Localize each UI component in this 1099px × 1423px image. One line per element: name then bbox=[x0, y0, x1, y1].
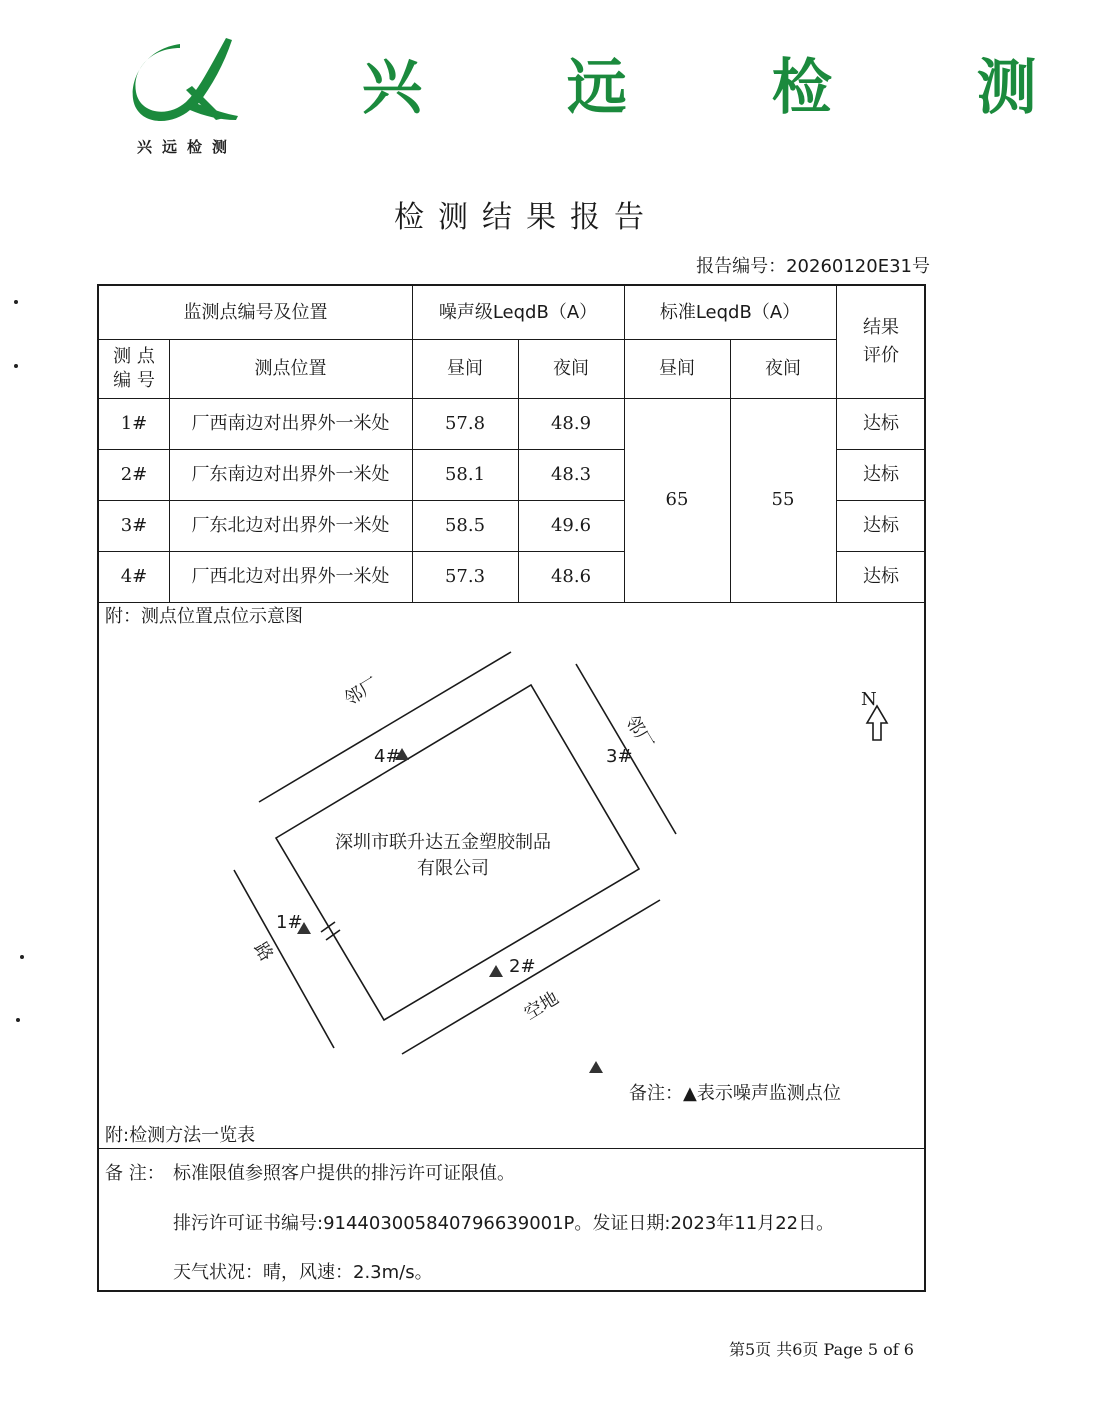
std-day-value: 65 bbox=[665, 489, 689, 511]
std-night-value: 55 bbox=[771, 489, 795, 511]
logo-caption: 兴远检测 bbox=[136, 138, 237, 156]
point-4-label: 4# bbox=[374, 746, 401, 767]
header-point-number: 测 点 编 号 bbox=[113, 345, 155, 391]
row4-night: 48.6 bbox=[550, 565, 592, 587]
row3-location: 厂东北边对出界外一米处 bbox=[191, 514, 390, 536]
scan-mark bbox=[14, 364, 18, 368]
road-line bbox=[234, 870, 334, 1048]
row1-result: 达标 bbox=[863, 412, 899, 434]
row2-location: 厂东南边对出界外一米处 bbox=[191, 463, 390, 485]
tick-mark bbox=[321, 922, 335, 932]
row1-location: 厂西南边对出界外一米处 bbox=[191, 412, 390, 434]
point-2-label: 2# bbox=[509, 956, 536, 977]
company-name-line2: 有限公司 bbox=[417, 858, 489, 879]
measure-point-2-icon bbox=[489, 965, 503, 977]
remarks-line2: 排污许可证书编号:91440300584079663900​1P。发证日期:2023年11月22日。 bbox=[173, 1213, 835, 1234]
row3-night: 49.6 bbox=[550, 514, 592, 536]
result-table bbox=[97, 284, 926, 1292]
boundary-se bbox=[402, 900, 660, 1054]
brand-name: 兴 远 检 测 bbox=[362, 53, 1099, 123]
company-name-line1: 深圳市联升达五金塑胶制品 bbox=[335, 832, 551, 853]
site-layout-diagram bbox=[99, 602, 926, 1148]
measure-point-3-icon bbox=[589, 1061, 603, 1073]
row3-point-no: 3# bbox=[120, 514, 148, 536]
diagram-caption: 附：测点位置点位示意图 bbox=[105, 606, 303, 627]
remarks-line1: 标准限值参照客户提供的排污许可证限值。 bbox=[173, 1163, 515, 1184]
boundary-nw bbox=[259, 652, 511, 802]
remarks-label: 备 注： bbox=[105, 1163, 165, 1184]
legend-note: 备注：▲表示噪声监测点位 bbox=[629, 1083, 841, 1104]
row3-result: 达标 bbox=[863, 514, 899, 536]
remarks-line3: 天气状况：晴，风速：2.3m/s。 bbox=[173, 1262, 433, 1283]
report-title: 检测结果报告 bbox=[394, 200, 658, 235]
tick-mark bbox=[326, 930, 340, 940]
open-land-label: 空地 bbox=[520, 987, 563, 1025]
row4-location: 厂西北边对出界外一米处 bbox=[191, 565, 390, 587]
header-location-group: 监测点编号及位置 bbox=[183, 301, 328, 323]
row2-result: 达标 bbox=[863, 463, 899, 485]
row1-point-no: 1# bbox=[120, 412, 148, 434]
neighbor-ne-label: 邻厂 bbox=[620, 711, 658, 754]
road-label: 路 bbox=[249, 938, 277, 966]
row2-day: 58.1 bbox=[444, 463, 486, 485]
page-footer: 第5页 共6页 Page 5 of 6 bbox=[728, 1340, 914, 1359]
point-1-label: 1# bbox=[276, 912, 303, 933]
row1-day: 57.8 bbox=[444, 412, 486, 434]
header-result: 结果 评价 bbox=[863, 317, 899, 366]
header-night: 夜间 bbox=[553, 357, 589, 379]
header-standard: 标准LeqdB（A） bbox=[659, 301, 801, 323]
header-day: 昼间 bbox=[447, 357, 483, 379]
row4-point-no: 4# bbox=[120, 565, 148, 587]
row4-result: 达标 bbox=[863, 565, 899, 587]
scan-mark bbox=[16, 1018, 20, 1022]
report-number: 报告编号：20260120E31号 bbox=[696, 256, 930, 277]
header-std-day: 昼间 bbox=[659, 357, 695, 379]
row3-day: 58.5 bbox=[444, 514, 486, 536]
point-3-label: 3# bbox=[606, 746, 633, 767]
north-arrow-icon bbox=[867, 706, 887, 740]
row1-night: 48.9 bbox=[550, 412, 592, 434]
row4-day: 57.3 bbox=[444, 565, 486, 587]
row2-point-no: 2# bbox=[120, 463, 148, 485]
header-point-location: 测点位置 bbox=[254, 357, 327, 379]
header-noise-level: 噪声级LeqdB（A） bbox=[438, 301, 598, 323]
row2-night: 48.3 bbox=[550, 463, 592, 485]
methods-caption: 附:检测方法一览表 bbox=[105, 1125, 256, 1146]
header-std-night: 夜间 bbox=[765, 357, 801, 379]
scan-mark bbox=[20, 955, 24, 959]
scan-mark bbox=[14, 300, 18, 304]
north-label: N bbox=[861, 689, 877, 710]
neighbor-nw-label: 邻厂 bbox=[340, 673, 383, 711]
